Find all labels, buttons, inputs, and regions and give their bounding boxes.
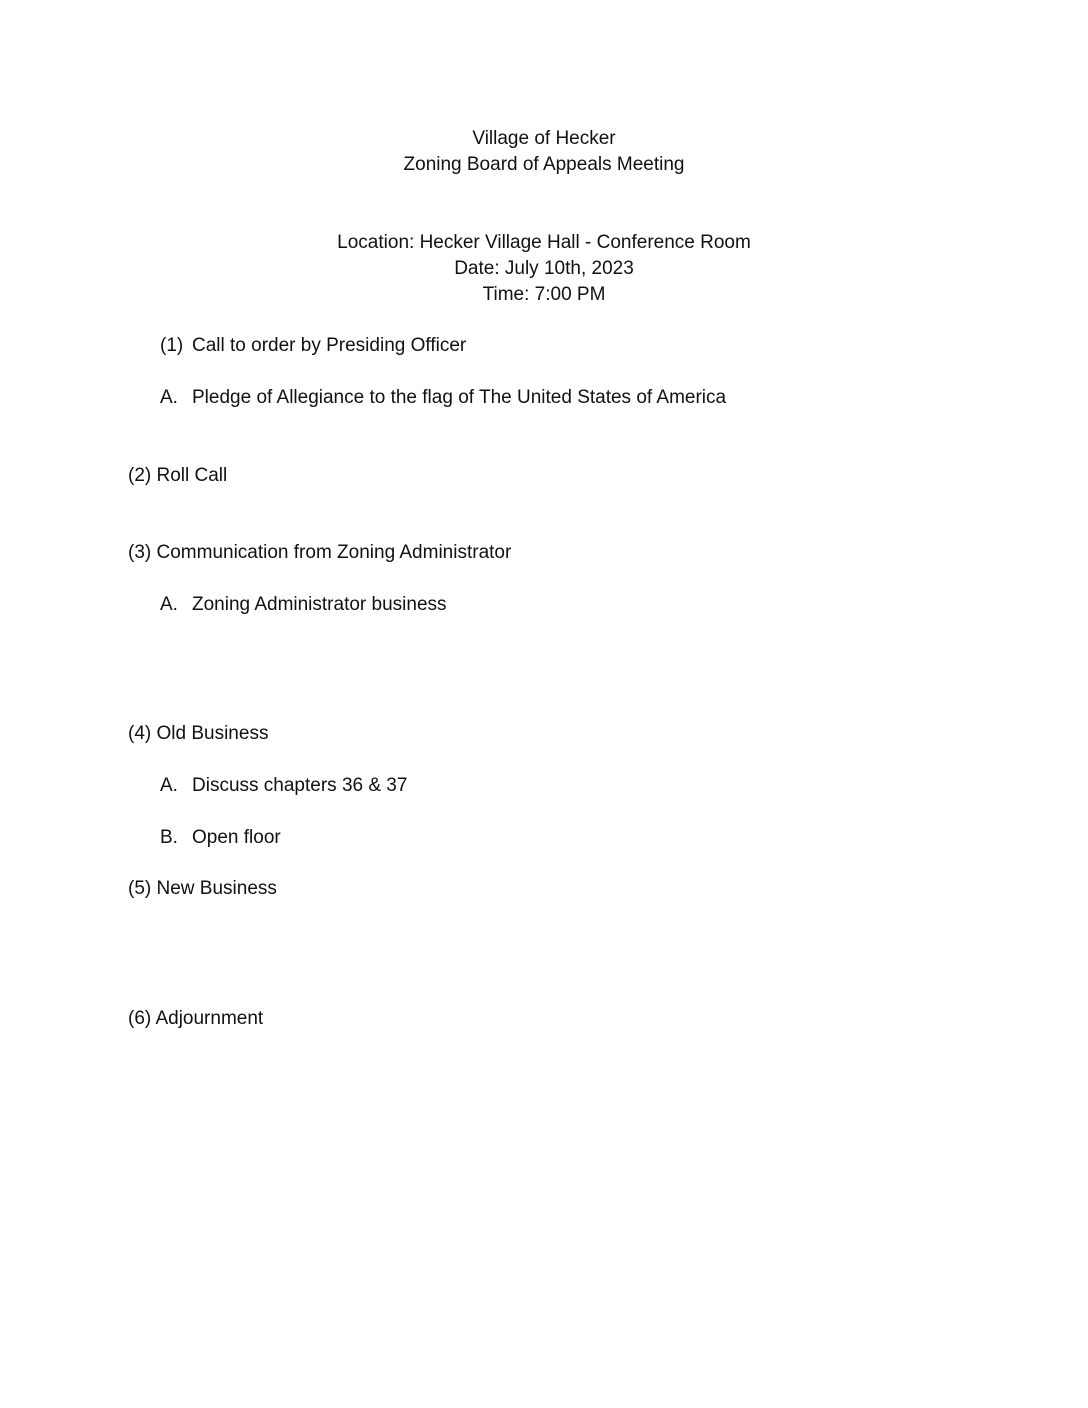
meeting-location: Location: Hecker Village Hall - Conference Room — [337, 232, 751, 253]
agenda-subitem-text: Open floor — [192, 827, 281, 848]
agenda-item-adjournment: (6) Adjournment — [128, 1008, 264, 1029]
agenda-item-roll-call: (2) Roll Call — [128, 465, 228, 486]
agenda-item-text: Call to order by Presiding Officer — [192, 335, 467, 356]
agenda-item-old-business: (4) Old Business — [128, 723, 269, 744]
meeting-time: Time: 7:00 PM — [482, 284, 606, 305]
agenda-item-call-to-order — [160, 333, 466, 359]
agenda-item-communication: (3) Communication from Zoning Administrator — [128, 542, 512, 563]
agenda-item-marker: (1) — [160, 335, 184, 356]
agenda-subitem-open-floor — [160, 825, 281, 851]
meeting-date: Date: July 10th, 2023 — [454, 258, 634, 279]
agenda-subitem-text: Discuss chapters 36 & 37 — [192, 775, 408, 796]
agenda-subitem-marker: B. — [160, 827, 178, 848]
agenda-subitem-zoning-business — [160, 592, 447, 618]
org-title: Village of Hecker — [472, 128, 616, 149]
agenda-subitem-marker: A. — [160, 775, 178, 796]
agenda-subitem-text: Pledge of Allegiance to the flag of The United States of America — [192, 387, 727, 408]
agenda-subitem-marker: A. — [160, 594, 178, 615]
agenda-subitem-text: Zoning Administrator business — [192, 594, 447, 615]
board-title: Zoning Board of Appeals Meeting — [403, 154, 685, 175]
agenda-subitem-marker: A. — [160, 387, 178, 408]
agenda-item-new-business: (5) New Business — [128, 878, 277, 899]
agenda-subitem-chapters — [160, 773, 407, 799]
agenda-subitem-pledge — [160, 385, 726, 411]
